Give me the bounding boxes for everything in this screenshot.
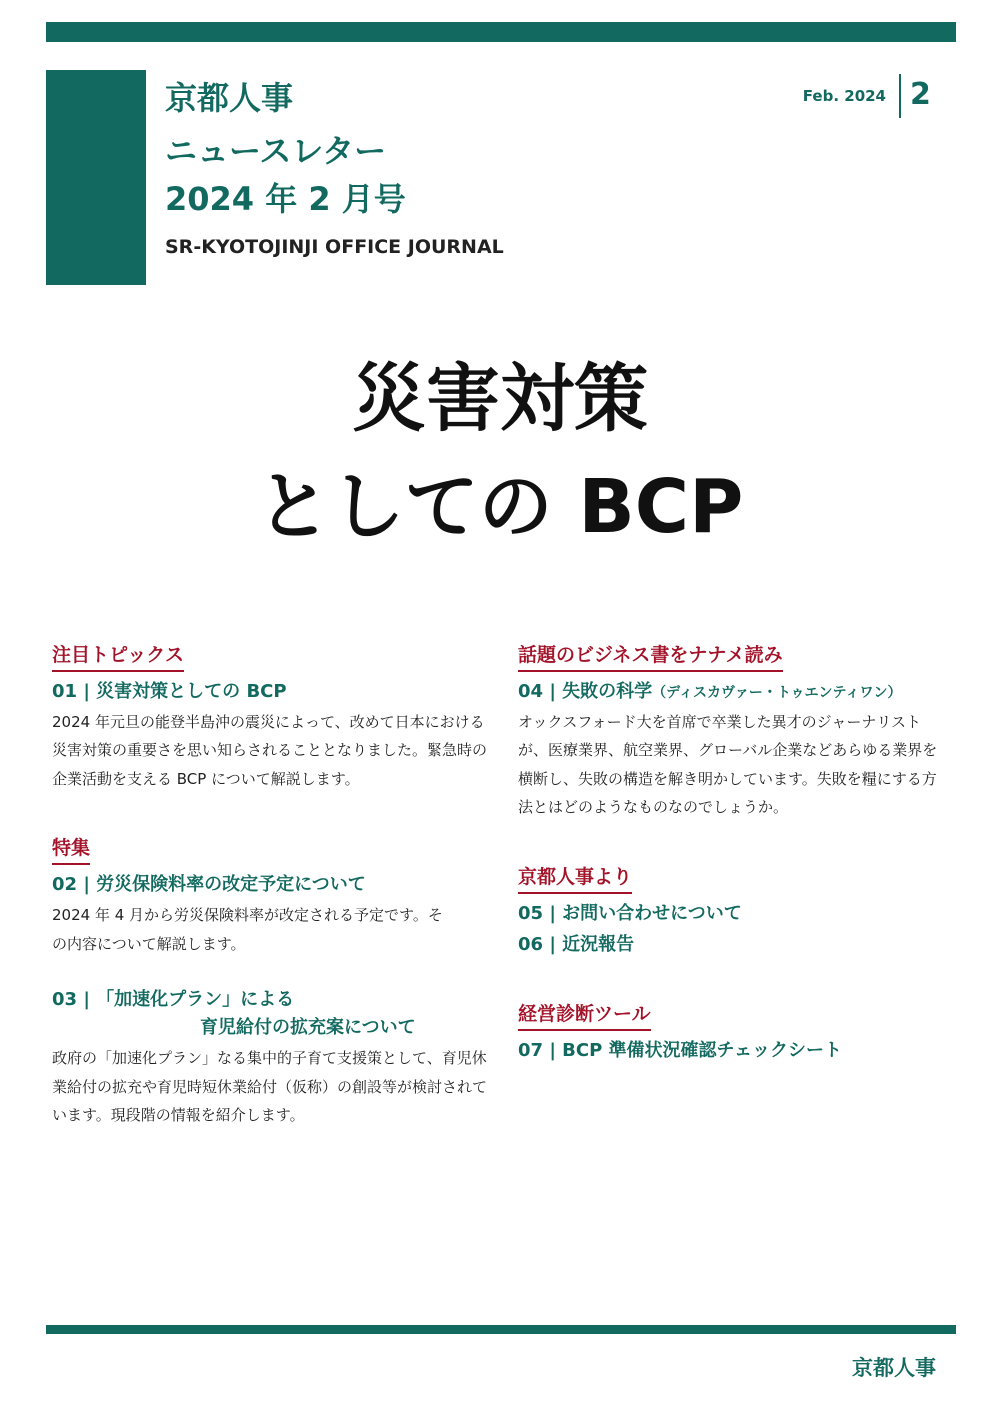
toc-item-02[interactable] (52, 871, 488, 958)
toc-item-number: 02 | (52, 874, 96, 895)
toc-item-01[interactable] (52, 678, 488, 793)
toc-item-07[interactable] (518, 1037, 948, 1065)
toc-item-title[interactable] (518, 1037, 948, 1065)
issue-month: Feb. 2024 (802, 87, 886, 105)
toc-item-number: 06 | (518, 934, 562, 955)
toc-right-column (518, 640, 948, 1105)
toc-item-title-text: 近況報告 (562, 933, 635, 955)
toc-item-03[interactable] (52, 986, 488, 1129)
section-special-feature (52, 833, 488, 1129)
section-heading: 特集 (52, 833, 90, 865)
toc-item-description: 2024 年 4 月から労災保険料率が改定される予定です。その内容について解説します。 (52, 906, 443, 953)
footer-brand: 京都人事 (852, 1356, 936, 1380)
section-heading: 注目トピックス (52, 640, 184, 672)
masthead-brand: 京都人事 (165, 79, 294, 117)
section-from-kyotojinji (518, 862, 948, 959)
toc-item-description: 政府の「加速化プラン」なる集中的子育て支援策として、育児休業給付の拡充や育児時短休業給付（仮称）の創設等が検討されています。現段階の情報を紹介します。 (52, 1049, 488, 1125)
hero-title-line1: 災害対策 (352, 356, 648, 442)
toc-item-title-text: 「加速化プラン」による (96, 989, 295, 1011)
masthead-newsletter: ニュースレター (165, 132, 387, 170)
toc-item-title[interactable] (52, 678, 488, 706)
toc-item-description: 2024 年元旦の能登半島沖の震災によって、改めて日本における災害対策の重要さを思い知らされることとなりました。緊急時の企業活動を支える BCP について解説します。 (52, 712, 488, 788)
top-rule (46, 22, 956, 42)
toc-item-05[interactable] (518, 900, 948, 928)
toc-item-number: 04 | (518, 681, 562, 702)
hero-title-line2: としての BCP (256, 464, 744, 550)
toc-item-description: オックスフォード大を首席で卒業した異才のジャーナリストが、医療業界、航空業界、グローバル企業などあらゆる業界を横断し、失敗の構造を解き明かしています。失敗を糧にする方法とはどのようなものなのでしょうか。 (518, 712, 938, 817)
toc-item-publisher: （ディスカヴァー・トゥエンティワン） (652, 685, 902, 701)
toc-item-number: 03 | (52, 989, 96, 1010)
section-heading: 話題のビジネス書をナナメ読み (518, 640, 783, 672)
issue-number: 2 (910, 77, 931, 112)
toc-item-title[interactable] (518, 900, 948, 928)
section-management-tool (518, 999, 948, 1065)
toc-item-title-text: お問い合わせについて (562, 902, 742, 924)
masthead-color-block (46, 70, 146, 285)
masthead-issue-date: 2024 年 2 月号 (165, 180, 406, 218)
toc-item-number: 01 | (52, 681, 96, 702)
toc-item-title[interactable] (52, 986, 488, 1042)
toc-item-number: 05 | (518, 903, 562, 924)
section-business-books (518, 640, 948, 822)
section-featured-topics (52, 640, 488, 793)
toc-item-title[interactable] (52, 871, 488, 899)
toc-item-title-line2: 育児給付の拡充案について (200, 1017, 416, 1039)
toc-left-column (52, 640, 488, 1170)
toc-item-number: 07 | (518, 1040, 562, 1061)
toc-item-06[interactable] (518, 931, 948, 959)
section-heading: 経営診断ツール (518, 999, 651, 1031)
toc-item-title-text: 失敗の科学 (562, 681, 653, 702)
toc-item-title-text: 労災保険料率の改定予定について (96, 874, 366, 896)
issue-divider (899, 74, 901, 118)
toc-item-title-text: BCP 準備状況確認チェックシート (562, 1039, 843, 1061)
bottom-rule (46, 1325, 956, 1334)
toc-item-title[interactable] (518, 678, 948, 706)
toc-item-title[interactable] (518, 931, 948, 959)
section-heading: 京都人事より (518, 862, 632, 894)
toc-item-04[interactable] (518, 678, 948, 822)
journal-english-title: SR-KYOTOJINJI OFFICE JOURNAL (165, 236, 504, 258)
toc-item-title-text: 災害対策としての BCP (96, 681, 287, 702)
